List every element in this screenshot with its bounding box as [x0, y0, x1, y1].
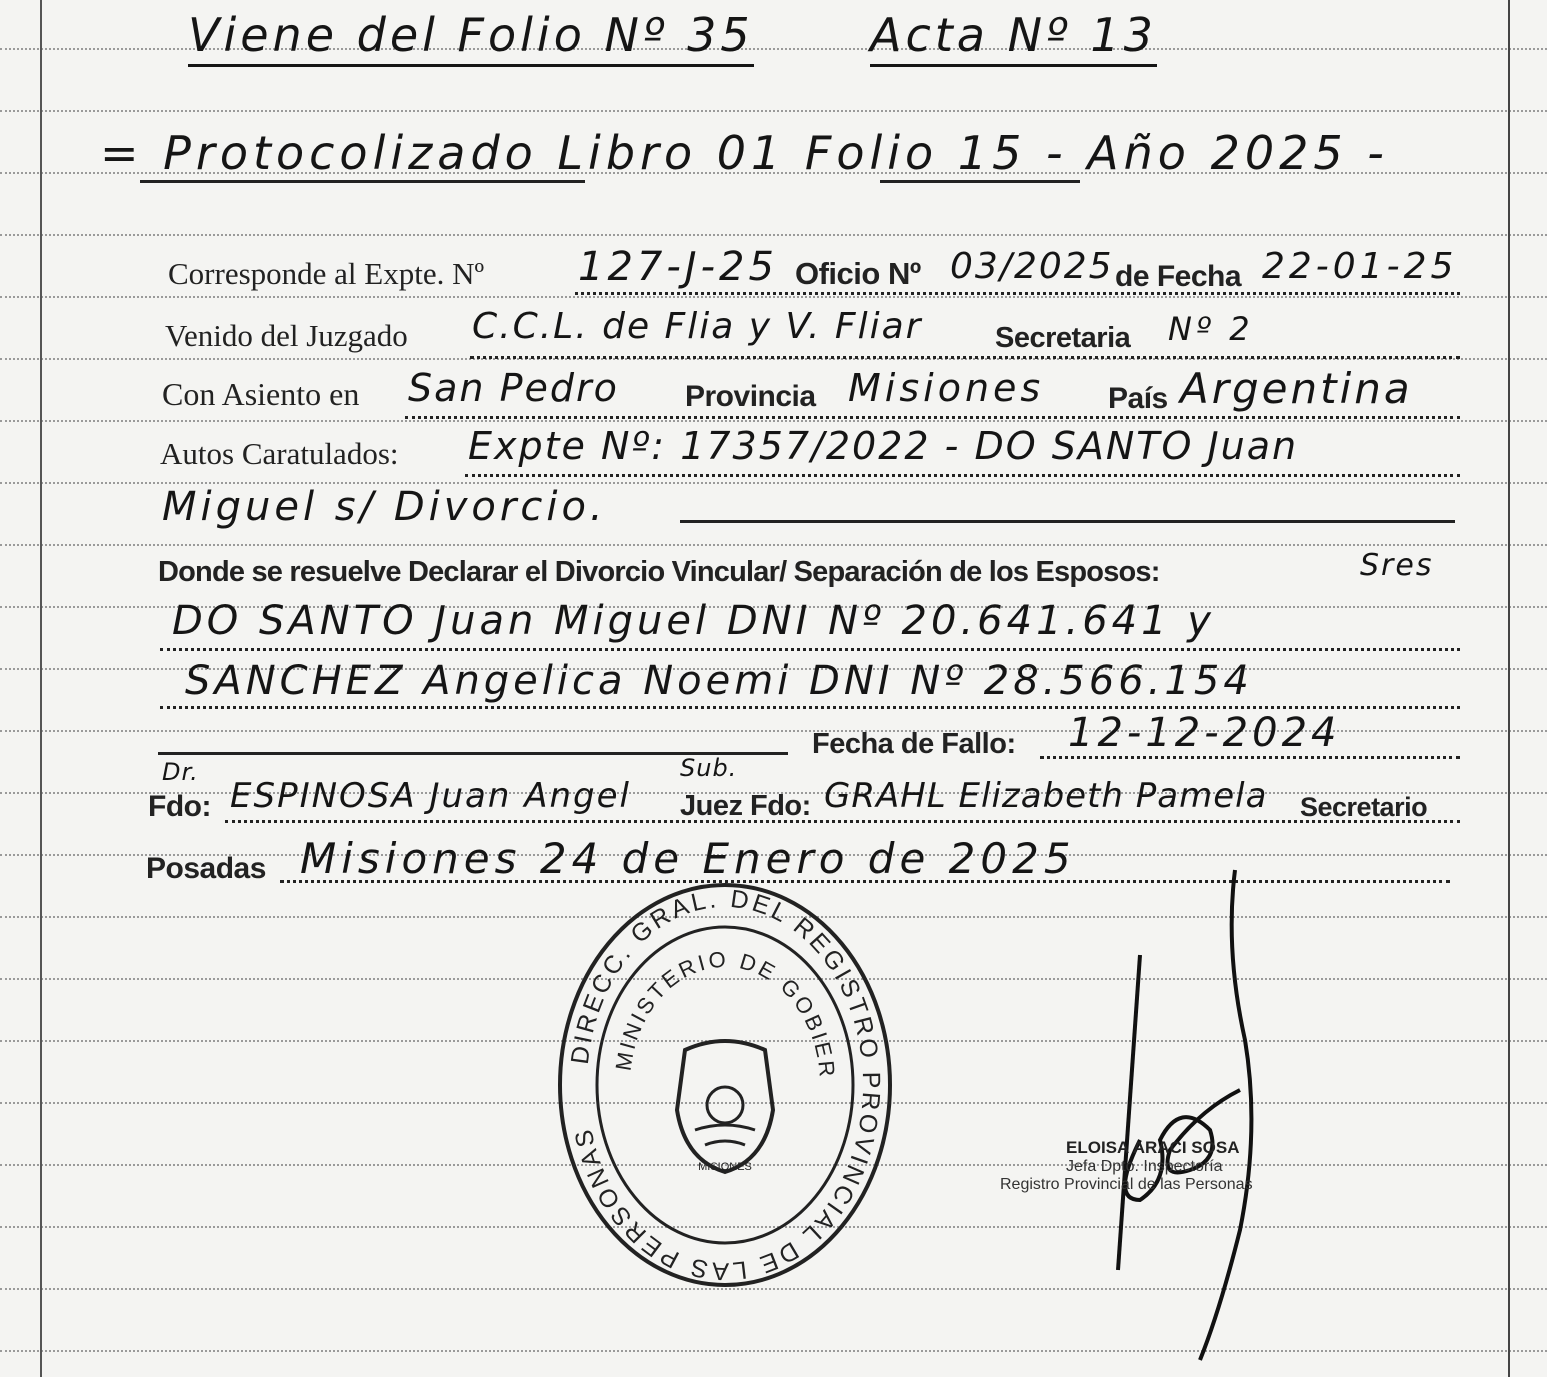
esposo-line: DO SANTO Juan Miguel DNI Nº 20.641.641 y: [172, 598, 1215, 644]
ruled-line: [0, 234, 1547, 236]
asiento-label: Con Asiento en: [162, 376, 360, 412]
fecha-value: 22-01-25: [1262, 246, 1458, 287]
fdo-label-2: Fdo:: [750, 790, 811, 822]
juez-name: ESPINOSA Juan Angel: [230, 776, 631, 816]
fecha-label: de Fecha: [1115, 260, 1242, 293]
signer-title: Jefa Dpto. Inspectoría: [1066, 1158, 1223, 1175]
secretario-label: Secretario: [1300, 792, 1428, 822]
pais-label: País: [1108, 382, 1168, 415]
autos-value-line1: Expte Nº: 17357/2022 - DO SANTO Juan: [468, 424, 1299, 468]
stamp-inner-text: MINISTERIO DE GOBIER: [610, 946, 841, 1081]
signer-office: Registro Provincial de las Personas: [1000, 1176, 1253, 1193]
oficio-value: 03/2025: [950, 246, 1114, 287]
dr-label: Dr.: [162, 758, 199, 786]
ruled-line: [0, 1350, 1547, 1352]
asiento-value: San Pedro: [408, 366, 619, 410]
oficio-label: Oficio Nº: [795, 256, 921, 291]
autos-label: Autos Caratulados:: [160, 436, 399, 471]
ruled-line: [0, 110, 1547, 112]
ruled-line: [0, 296, 1547, 298]
row3-dots: [405, 416, 1460, 419]
venido-label: Venido del Juzgado: [165, 318, 408, 353]
lugar-value: Misiones 24 de Enero de 2025: [300, 834, 1076, 883]
secretaria-label: Secretaria: [995, 322, 1131, 354]
fdo-label-1: Fdo:: [148, 790, 211, 823]
row1-dots: [575, 292, 1460, 295]
official-stamp: [555, 880, 895, 1290]
ruled-line: [0, 420, 1547, 422]
handwritten-signature: [1100, 850, 1300, 1370]
row10-dots: [225, 820, 1460, 823]
row5-rule: [680, 520, 1455, 523]
folio-underline: [880, 180, 1080, 183]
row9-dots: [1040, 756, 1460, 759]
juez-label: Juez: [680, 790, 743, 822]
lugar-label: Posadas: [146, 852, 266, 885]
expte-label: Corresponde al Expte. Nº: [168, 256, 485, 291]
viene-del-folio: Viene del Folio Nº 35: [188, 8, 754, 67]
donde-label: Donde se resuelve Declarar el Divorcio Vincular/ Separación de los Esposos:: [158, 556, 1160, 588]
venido-value: C.C.L. de Flia y V. Fliar: [472, 306, 923, 347]
right-margin-line: [1508, 0, 1510, 1377]
secretaria-name: GRAHL Elizabeth Pamela: [824, 776, 1268, 816]
row7-dots: [160, 648, 1460, 651]
esposa-line: SANCHEZ Angelica Noemi DNI Nº 28.566.154: [185, 658, 1253, 704]
protocolizado-underline: [140, 180, 585, 183]
autos-value-line2: Miguel s/ Divorcio.: [162, 484, 607, 530]
expte-value: 127-J-25: [578, 244, 778, 290]
row8-dots: [160, 706, 1460, 709]
row2-dots: [470, 356, 1460, 359]
donde-suffix: Sres: [1360, 548, 1434, 583]
signature-block: [1000, 1138, 1380, 1194]
stamp-seal-graphic: [555, 880, 895, 1290]
secretaria-value: Nº 2: [1168, 310, 1254, 348]
fallo-value: 12-12-2024: [1068, 710, 1341, 756]
svg-text:DIRECC. GRAL. DEL REGISTRO PRO: [566, 885, 885, 1286]
pais-value: Argentina: [1180, 364, 1413, 413]
sub-label: Sub.: [680, 754, 738, 782]
row4-dots: [465, 474, 1460, 477]
provincia-value: Misiones: [848, 366, 1045, 410]
acta-number: Acta Nº 13: [870, 8, 1157, 67]
fallo-label: Fecha de Fallo:: [812, 728, 1016, 760]
left-margin-line: [40, 0, 42, 1377]
shield-icon: [677, 1041, 773, 1172]
protocolizado-line: = Protocolizado Libro 01 Folio 15 - Año 2025 -: [100, 126, 1389, 180]
signer-name: ELOISA ARACI SOSA: [1066, 1138, 1240, 1157]
provincia-label: Provincia: [685, 380, 816, 413]
stamp-outer-text: DIRECC. GRAL. DEL REGISTRO PROVINCIAL DE LAS PERSONAS: [565, 884, 886, 1286]
shield-label: MISIONES: [698, 1161, 752, 1173]
ruled-line: [0, 544, 1547, 546]
